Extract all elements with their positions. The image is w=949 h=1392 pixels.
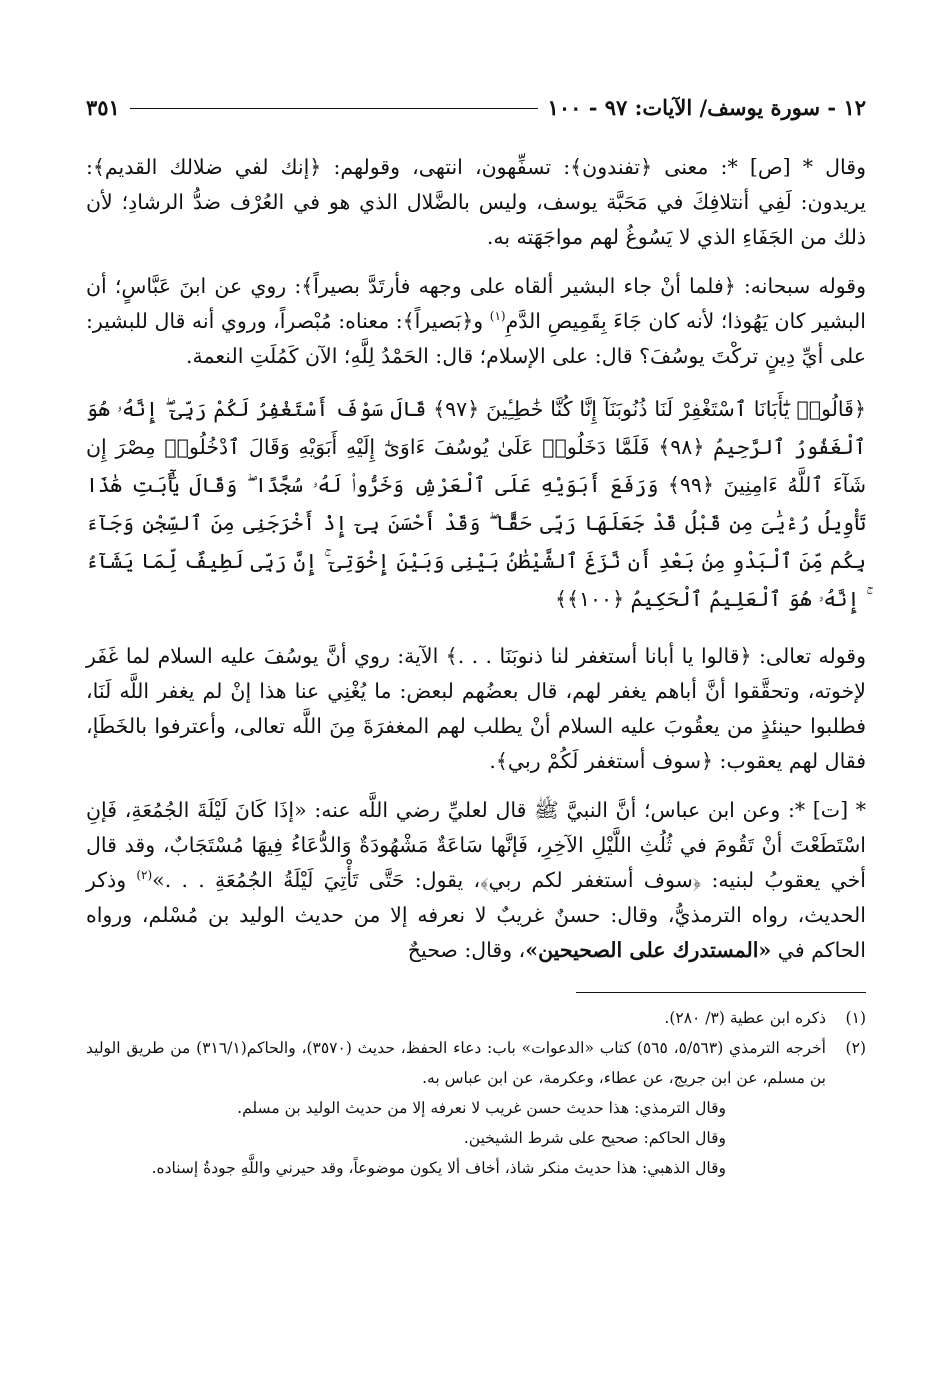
commentary-paragraph-3: وقوله تعالى: ﴿قالوا يا أبانا أستغفر لنا ذنوبَنَا . . .﴾ الآية: روي أنَّ يوسُفَ عليه السلام لما غَفَر لإخوته، وتحقَّقوا أنَّ أباهم يغفر لهم، قال بعضُهم لبعض: ما يُغْنِي عنا هذا إنْ لم يغفر اللَّه لَنَا، فطلبوا حينئذٍ من يعقُوبَ عليه السلام أنْ يطلب لهم المغفرَةَ مِنَ اللَّه تعالى، وأعترفوا بالخَطَإ، فقال لهم يعقوب: ﴿سوف أستغفر لَكُمْ ربي﴾. bbox=[86, 643, 866, 773]
footnote-ref-2[interactable]: (٢) bbox=[136, 867, 153, 882]
running-title: ١٢ - سورة يوسف/ الآيات: ٩٧ - ١٠٠ bbox=[547, 94, 866, 120]
footnote-text: ذكره ابن عطية (٣/ ٢٨٠). bbox=[664, 1008, 826, 1027]
footnote-number: (١) bbox=[845, 1008, 866, 1027]
footnote-2-dhahabi: وقال الذهبي: هذا حديث منكر شاذ، أخاف ألا يكون موضوعاً، وقد حيرني واللَّهِ جودةُ إسناده. bbox=[151, 1158, 726, 1177]
paragraph-4-text-b: وذكر الحديث، رواه الترمذيُّ، وقال: حسنٌ غريبٌ لا نعرفه إلا من حديث الوليد بن مُسْلم، ورواه الحاكم في bbox=[86, 867, 866, 962]
book-page bbox=[86, 92, 866, 1183]
footnote-text: أخرجه الترمذي (٥/٥٦٣، ٥٦٥) كتاب «الدعوات» باب: دعاء الحفظ، حديث (٣٥٧٠)، والحاكم(٣١٦/١) من طريق الوليد بن مسلم، عن ابن جريج، عن عطاء، وعكرمة، عن ابن عباس به. bbox=[86, 1038, 826, 1087]
footnote-2-hakim: وقال الحاكم: صحيح على شرط الشيخين. bbox=[463, 1128, 726, 1147]
paragraph-2-text-b: و﴿بَصيراً﴾: معناه: مُبْصراً، وروي أنه قال للبشير: على أيِّ دِينٍ تركْتَ يوسُفَ؟ قال: على الإسلام؛ قال: الحَمْدُ لِلَّهِ؛ الآن كَمُلَتِ النعمة. bbox=[86, 309, 866, 368]
paragraph-4-text-c: ، وقال: صحيحٌ bbox=[407, 937, 526, 962]
commentary-paragraph-1: وقال * [ص] *: معنى ﴿تفندون﴾: تسفِّهون، انتهى، وقولهم: ﴿إنك لفي ضلالك القديم﴾: يريدون: لَفِي أنتلافِكَ في مَحَبَّة يوسف، وليس بالضَّلال الذي هو في العُرْف ضدُّ الرشادِ؛ لأن ذلك من الجَفَاءِ الذي لا يَسُوغُ لهم مواجَهَته به. bbox=[86, 155, 866, 249]
footnote-2-tirmidhi: وقال الترمذي: هذا حديث حسن غريب لا نعرفه إلا من حديث الوليد بن مسلم. bbox=[237, 1098, 726, 1117]
footnote-2 bbox=[86, 1033, 866, 1093]
page-number: ٣٥١ bbox=[86, 94, 120, 120]
commentary-paragraph-4 bbox=[86, 793, 866, 968]
mustadrak-title: «المستدرك على الصحيحين» bbox=[525, 937, 772, 962]
paragraph-2-text-a: وقوله سبحانه: ﴿فلما أنْ جاء البشير ألقاه على وجهه فأرتَدَّ بصيراً﴾: روي عن ابنَ عَبَّاسٍ؛ أن البشير كان يَهُوذا؛ لأنه كان جَاءَ بِقَمِيصِ الدَّمِ bbox=[86, 274, 866, 333]
footnotes bbox=[86, 1003, 866, 1183]
quran-verses-97-100: ﴿قَالُوا۟ يَٰٓأَبَانَا ٱسْتَغْفِرْ لَنَا ذُنُوبَنَآ إِنَّا كُنَّا خَٰطِـِٔينَ ﴿٩٧﴾ قَالَ سَوْفَ أَسْتَغْفِرُ لَكُمْ رَبِّىٓ ۖ إِنَّهُۥ هُوَ ٱلْغَفُورُ ٱلرَّحِيمُ ﴿٩٨﴾ فَلَمَّا دَخَلُوا۟ عَلَىٰ يُوسُفَ ءَاوَىٰٓ إِلَيْهِ أَبَوَيْهِ وَقَالَ ٱدْخُلُوا۟ مِصْرَ إِن شَآءَ ٱللَّهُ ءَامِنِينَ ﴿٩٩﴾ وَرَفَعَ أَبَوَيْهِ عَلَى ٱلْعَرْشِ وَخَرُّوا۟ لَهُۥ سُجَّدًا ۖ وَقَالَ يَٰٓأَبَتِ هَٰذَا تَأْوِيلُ رُءْيَٰىَ مِن قَبْلُ قَدْ جَعَلَهَا رَبِّى حَقًّا ۖ وَقَدْ أَحْسَنَ بِىٓ إِذْ أَخْرَجَنِى مِنَ ٱلسِّجْنِ وَجَآءَ بِكُم مِّنَ ٱلْبَدْوِ مِنۢ بَعْدِ أَن نَّزَغَ ٱلشَّيْطَٰنُ بَيْنِى وَبَيْنَ إِخْوَتِىٓ ۚ إِنَّ رَبِّى لَطِيفٌ لِّمَا يَشَآءُ ۚ إِنَّهُۥ هُوَ ٱلْعَلِيمُ ٱلْحَكِيمُ ﴿١٠٠﴾﴾ bbox=[86, 397, 867, 611]
header-rule bbox=[130, 108, 538, 109]
footnote-1 bbox=[86, 1003, 866, 1033]
footnote-separator bbox=[576, 992, 866, 993]
footnote-ref-1[interactable]: (١) bbox=[489, 309, 506, 324]
footnote-number: (٢) bbox=[845, 1038, 866, 1057]
paragraph-4-text-a: * [ت] *: وعن ابن عباس؛ أنَّ النبيَّ ﷺ قال لعليِّ رضي اللَّه عنه: «إذَا كَانَ لَيْلَةَ الجُمُعَةِ، فَإنِ اسْتَطَعْتَ أنْ تَقُومَ في ثُلُثِ اللَّيْلِ الآخِرِ، فَإنَّها سَاعَةٌ مَشْهُودَةٌ وَالدُّعَاءُ فِيهَا مُسْتَجَابٌ، وقد قال أخي يعقوبُ لبنيه: ﴿سوف أستغفر لكم ربي﴾، يقول: حَتَّى تَأْتِيَ لَيْلَةُ الجُمُعَةِ . . .» bbox=[86, 797, 866, 892]
running-header bbox=[86, 92, 866, 122]
commentary-paragraph-2 bbox=[86, 269, 866, 374]
